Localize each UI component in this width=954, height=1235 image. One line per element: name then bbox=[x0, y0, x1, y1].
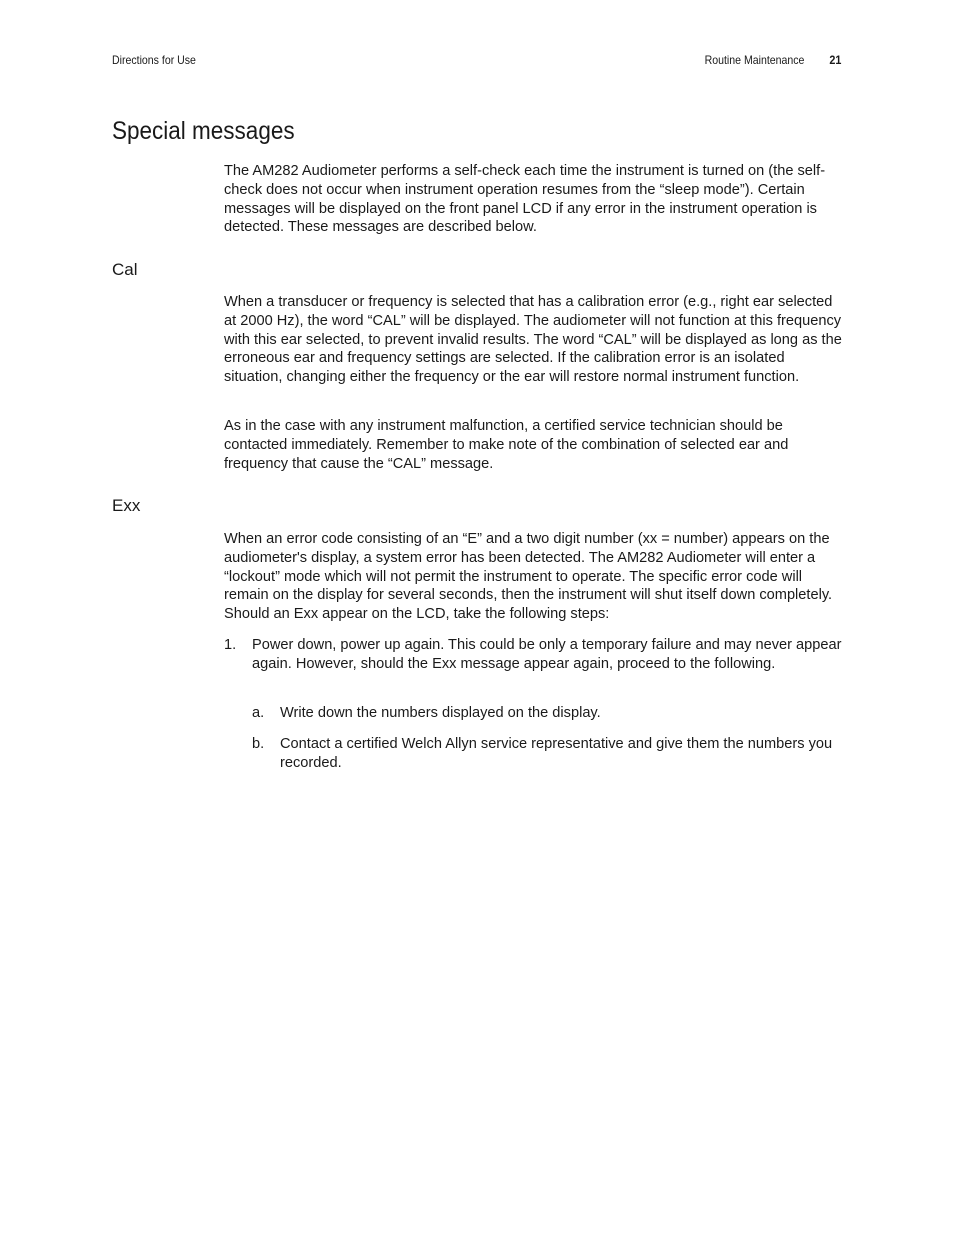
header-right bbox=[691, 53, 841, 67]
cal-paragraph-2: As in the case with any instrument malfunction, a certified service technician should be contacted immediately. Remember to make note of the combination of selected ear and frequency that cause the “CAL” message. bbox=[224, 418, 789, 472]
page-title: Special messages bbox=[112, 117, 295, 145]
list-item-text: Power down, power up again. This could be only a temporary failure and may never appear again. However, should the Exx message appear again, proceed to the following. bbox=[252, 637, 842, 672]
page-header bbox=[112, 53, 841, 69]
cal-paragraph-1: When a transducer or frequency is selected that has a calibration error (e.g., right ear selected at 2000 Hz), the word “CAL” will be displayed. The audiometer will not function at this frequency with this ear selected, to prevent invalid results. The word “CAL” will be displayed as long as the erroneous ear and frequency settings are selected. If the calibration error is an isolated situation, changing either the frequency or the ear will restore normal instrument function. bbox=[224, 294, 842, 386]
list-item-step-a bbox=[252, 704, 844, 723]
intro-paragraph: The AM282 Audiometer performs a self-check each time the instrument is turned on (the self-check does not occur when instrument operation resumes from the “sleep mode”). Certain messages will be displayed on the front panel LCD if any error in the instrument operation is detected. These messages are described below. bbox=[224, 163, 826, 236]
header-section-title: Routine Maintenance bbox=[704, 53, 805, 67]
list-marker: 1. bbox=[224, 637, 237, 653]
list-item-step-b bbox=[252, 735, 844, 773]
exx-paragraph: When an error code consisting of an “E” and a two digit number (xx = number) appears on the audiometer's display, a system error has been detected. The AM282 Audiometer will enter a “lockout” mode which will not permit the instrument to operate. The specific error code will remain on the display for several seconds, then the instrument will shut itself down completely. Should an Exx appear on the LCD, take the following steps: bbox=[224, 531, 833, 623]
page-number: 21 bbox=[828, 53, 841, 67]
header-document-title: Directions for Use bbox=[112, 53, 196, 67]
list-marker: b. bbox=[252, 736, 265, 752]
list-item-text: Contact a certified Welch Allyn service representative and give them the numbers you recorded. bbox=[280, 736, 833, 771]
list-marker: a. bbox=[252, 705, 265, 721]
list-item-text: Write down the numbers displayed on the display. bbox=[280, 705, 601, 721]
cal-heading: Cal bbox=[112, 260, 138, 279]
exx-heading: Exx bbox=[112, 496, 141, 515]
list-item-step-1 bbox=[224, 636, 844, 674]
